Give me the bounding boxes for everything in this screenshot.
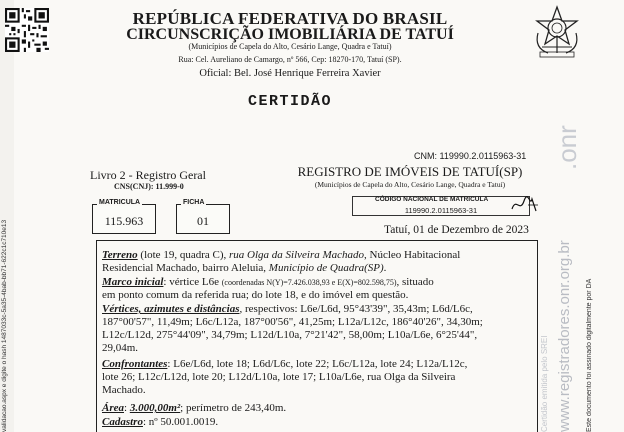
vertices-label: Vértices, azimutes e distâncias	[102, 303, 240, 315]
area-label: Área	[102, 402, 124, 414]
page-title: CERTIDÃO	[247, 93, 332, 110]
marco-paragraph	[102, 276, 530, 302]
area-paragraph	[102, 402, 530, 415]
document-date: Tatuí, 01 de Dezembro de 2023	[384, 224, 529, 236]
validation-hash-text: validacao.aspx e digite o hash 1487033c-5a35-4bab-bb71-622c1c710e13	[1, 219, 8, 432]
vertices-line-3: L12c/L12d, 275°44'09", 34,79m; L12d/L10a, 7°21'42", 58,00m; L10a/L6e, 6°25'44",	[102, 329, 478, 341]
confrontantes-line-3: Machado.	[102, 384, 146, 396]
marco-text-3: em ponto comum da referida rua; do lote 18, e do imóvel em questão.	[102, 289, 409, 301]
signature-icon	[510, 193, 540, 215]
registro-subtitle: (Municípios de Capela do Alto, Cesário Lange, Quadra e Tatuí)	[314, 180, 506, 189]
registro-title: REGISTRO DE IMÓVEIS DE TATUÍ(SP)	[297, 164, 523, 179]
matricula-value: 115.963	[104, 214, 144, 228]
codigo-nacional-box	[352, 196, 530, 216]
header-municipios: (Municípios de Capela do Alto, Cesário Lange, Quadra e Tatuí)	[188, 42, 392, 51]
watermark-onr: .onr	[552, 125, 582, 170]
vertices-line-2: 187°00'57", 11,49m; L6c/L12a, 187°00'56", 41,25m; L12a/L12c, 186°40'26", 34,30m;	[102, 316, 483, 328]
confrontantes-line-2: lote 26; L12c/L12d, lote 20; L12d/L10a, lote 17; L10a/L6e, rua Olga da Silveira	[102, 371, 456, 383]
vertices-paragraph	[102, 303, 530, 355]
terreno-text-3: Residencial Machado, bairro Aleluia,	[102, 262, 269, 274]
matricula-label: MATRICULA	[99, 199, 141, 206]
confrontantes-label: Confrontantes	[102, 358, 168, 370]
vertices-line-1: , respectivos: L6e/L6d, 95°43'39", 35,43m; L6d/L6c,	[239, 303, 473, 315]
terreno-label: Terreno	[102, 249, 138, 261]
area-text: :	[124, 402, 130, 414]
digital-signature-text: Este documento foi assinado digitalmente por DA	[586, 278, 593, 432]
cns-label: CNS(CNJ): 11.999-0	[114, 182, 184, 191]
marco-text-2: , situado	[396, 276, 434, 288]
terreno-municipio: Município de Quadra(SP)	[268, 262, 384, 274]
qr-code-icon	[5, 8, 49, 52]
cadastro-value: : nº 50.001.0019.	[142, 416, 219, 428]
header-address: Rua: Cel. Aureliano de Camargo, nº 566, Cep: 18270-170, Tatuí (SP).	[178, 55, 402, 64]
header-oficial: Oficial: Bel. José Henrique Ferreira Xavier	[199, 68, 381, 79]
confrontantes-paragraph	[102, 358, 530, 397]
marco-text: : vértice L6e	[163, 276, 222, 288]
vertices-line-4: 29,04m.	[102, 342, 139, 354]
livro-label: Livro 2 - Registro Geral	[90, 168, 206, 182]
ficha-box	[176, 199, 230, 234]
area-value: 3.000,00m²	[129, 402, 181, 414]
codigo-nacional-value: 119990.2.0115963-31	[404, 206, 478, 215]
cadastro-paragraph	[102, 416, 530, 429]
terreno-text-2: , Núcleo Habitacional	[364, 249, 461, 261]
terreno-end: .	[383, 262, 387, 274]
header-republic: REPÚBLICA FEDERATIVA DO BRASIL	[132, 9, 448, 28]
marco-label: Marco inicial	[102, 276, 164, 288]
confrontantes-line-1: : L6e/L6d, lote 18; L6d/L6c, lote 22; L6c/L12a, lote 24; L12a/L12c,	[167, 358, 468, 370]
cnm-number: CNM: 119990.2.0115963-31	[414, 151, 527, 161]
terreno-paragraph	[102, 249, 530, 275]
watermark-srei: Certidão emitida pelo SREI	[540, 335, 549, 432]
marco-coordinates: (coordenadas N(Y)=7.426.038,93 e E(X)=802.598,75)	[221, 278, 397, 287]
area-perimeter: ; perímetro de 243,40m.	[180, 402, 287, 414]
terreno-text: (lote 19, quadra C),	[137, 249, 229, 261]
watermark-url: www.registradores.onr.org.br	[556, 240, 573, 432]
codigo-nacional-label: CÓDIGO NACIONAL DE MATRICULA	[375, 196, 489, 203]
ficha-label: FICHA	[183, 199, 205, 206]
coat-of-arms-icon	[528, 3, 586, 63]
matricula-box	[92, 199, 156, 234]
terreno-street: rua Olga da Silveira Machado	[229, 249, 365, 261]
header-circunscricao: CIRCUNSCRIÇÃO IMOBILIÁRIA DE TATUÍ	[126, 26, 454, 43]
cadastro-label: Cadastro	[102, 416, 143, 428]
ficha-value: 01	[197, 214, 209, 228]
